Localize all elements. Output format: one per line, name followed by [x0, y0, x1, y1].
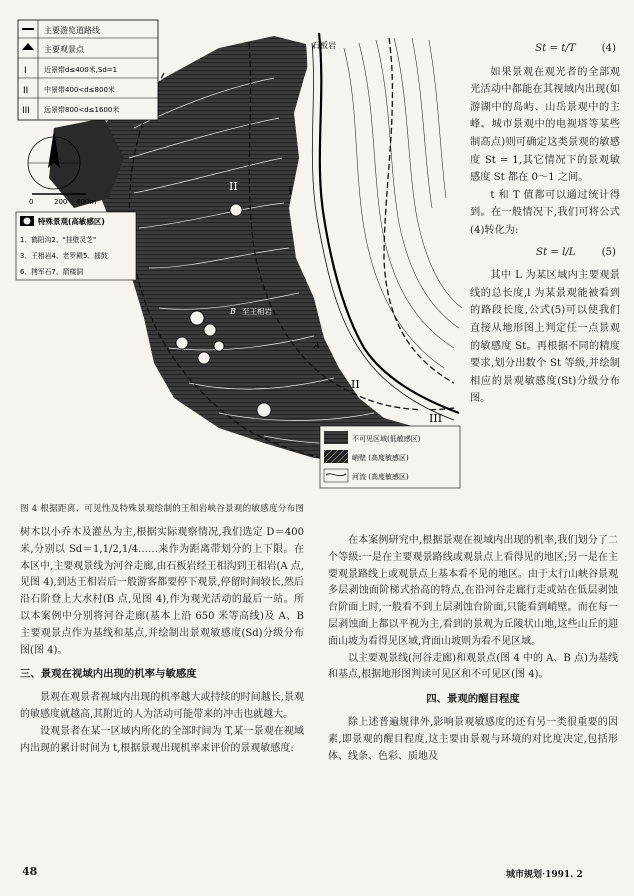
label-zone-2: II [229, 180, 238, 193]
section-heading-3: 三、景观在视域内出现的机率与敏感度 [20, 668, 197, 681]
paragraph: 设观景者在某一区域内所化的全部时间为 T,某一景观在视域内出现的累计时间为 t,根据景观出现机率来评价的景观敏感度: [20, 725, 304, 754]
formula-4 [470, 40, 620, 58]
legend-viewpoint: 主要观景点 [44, 45, 84, 54]
paragraph: 其中 L 为某区域内主要观景线的总长度,l 为某景观能被看到的路段长度,公式(5)可以使我们直接从地形图上判定任一点景观的敏感度 St。再根据不同的精度要求,划分出数个 St 等级,并绘制相应的景观敏感度(St)分级分布图。 [470, 270, 620, 405]
label-point-a: A [314, 341, 320, 350]
legend-river: 河流 (高度敏感区) [352, 473, 409, 481]
main-tour-road [319, 33, 459, 413]
paragraph: t 和 T 值都可以通过统计得到。在一般情况下,我们可将公式(4)转化为: [470, 189, 620, 236]
journal-footer: 城市规划·1991. 2 [506, 870, 583, 880]
legend-top [18, 20, 158, 120]
legend-near-zone: 近景带d≤400米,Sd=1 [44, 66, 118, 74]
page-number: 48 [22, 865, 38, 878]
legend-mid-zone: 中景带400<d≤800米 [44, 86, 115, 94]
paragraph: 树木以小乔木及灌丛为主,根据实际观察情况,我们选定 D＝400 米,分别以 Sd＝1,1/2,1/4……来作为距离带划分的上下限。在本区中,主要观景线为河谷走廊,由石板岩经王相沟到王相岩(A 点,见图 4),到达王相岩后一般游客都要停下观景,停留时间较长,然后沿石阶登上大水村(B 点,见图 4),作为观光活动的最后一站。所以本案例中分别将河谷走廊(基本上沿 650 米等高线)及 A、B 主要观景点作为基线和基点,并绘制出景观敏感度(Sd)分级分布图(图 4)。 [20, 527, 304, 656]
legend-cliff: 峭壁 (高度敏感区) [352, 454, 409, 462]
legend-road: 主要游览道路线 [44, 26, 100, 35]
scale-label-400: 400m [76, 198, 97, 206]
legend-invisible-area: 不可见区域(低敏感区) [352, 435, 421, 443]
legend-far-zone: 远景带800<d≤1600米 [44, 106, 120, 114]
contour-lines-right [344, 38, 462, 368]
label-zone-1: I [288, 184, 293, 197]
paragraph: 在本案例研究中,根据景观在视域内出现的机率,我们划分了二个等级:一是在主要观景路线或观景点上看得见的地区;另一是在主要观景路线上或观景点上基本看不见的地区。由于太行山峡谷景观多层剥蚀面阶梯式抬高的特点,在沿河谷走廊行走或站在低层剥蚀台阶面上时,一般看不到上层剥蚀台阶面,只能看到峭壁。而在每一层剥蚀面上都以平视为主,看到的景观为丘陵状山地,这些山丘的迎面山坡为看得见区域,背面山坡则为看不见区域。 [328, 535, 618, 647]
legend-zone-num-1: I [24, 66, 27, 76]
formula-4-expr: St = t/T [535, 43, 576, 54]
legend-bottom [320, 426, 460, 488]
formula-5 [470, 244, 620, 262]
paragraph: 景观在观景者视域内出现的机率越大或持续的时间越长,景观的敏感度就越高,其附近的人为活动可能带来的冲击也就越大。 [20, 692, 304, 720]
formula-5-expr: St = l/L [536, 246, 576, 258]
right-lower-column [328, 533, 618, 765]
legend-zone-num-3: III [22, 106, 30, 116]
scale-label-0: 0 [29, 198, 34, 206]
label-shibanyan: 石板岩 [312, 41, 336, 50]
legend-zone-num-2: II [23, 86, 29, 96]
figure-caption: 图 4 根据距离、可见性及特殊景观绘制的王相岩峡谷景观的敏感度分布图 [20, 504, 305, 514]
legend-special [16, 212, 136, 280]
legend-special-item-2: 3、王相岩4、老罗殿5、擂鼓 [20, 252, 108, 260]
label-wangxiangyan: 至王相岩 [242, 307, 272, 316]
sensitivity-map-figure [14, 18, 464, 496]
label-point-b: B [230, 307, 236, 316]
legend-special-item-3: 6、拷军石7、箭楼洞 [20, 268, 84, 276]
paragraph: 如果景观在观光者的全部观光活动中都能在其视域内出现(如游湖中的岛屿、山岳景观中的主峰、城市景观中的电视塔等某些制高点)则可确定这类景观的敏感度 St = 1,其它情况下的景观敏感度 St 都在 0～1 之间。 [470, 66, 620, 184]
legend-special-title: 特殊景观(高敏感区) [38, 217, 105, 226]
paragraph: 以主要观景线(河谷走廊)和观景点(图 4 中的 A、B 点)为基线和基点,根据地形图判读可见区和不可见区(图 4)。 [328, 652, 618, 681]
formula-4-number: (4) [601, 43, 616, 54]
formula-5-number: (5) [601, 246, 616, 258]
left-lower-column [20, 525, 304, 757]
label-zone-2b: II [351, 378, 360, 391]
legend-special-item-1: 1、鹤阳沟2、"挂壁灵芝" [20, 236, 97, 244]
right-upper-column [470, 40, 620, 408]
paragraph: 除上述普遍规律外,影响景观敏感度的还有另一类很重要的因素,即景观的醒目程度,这主要由景观与环境的对比度决定,包括形体、线条、色彩、质地及 [328, 716, 618, 762]
scale-label-200: 200 [54, 198, 68, 206]
label-zone-3: III [429, 412, 443, 425]
section-heading-4: 四、景观的醒目程度 [426, 693, 520, 706]
